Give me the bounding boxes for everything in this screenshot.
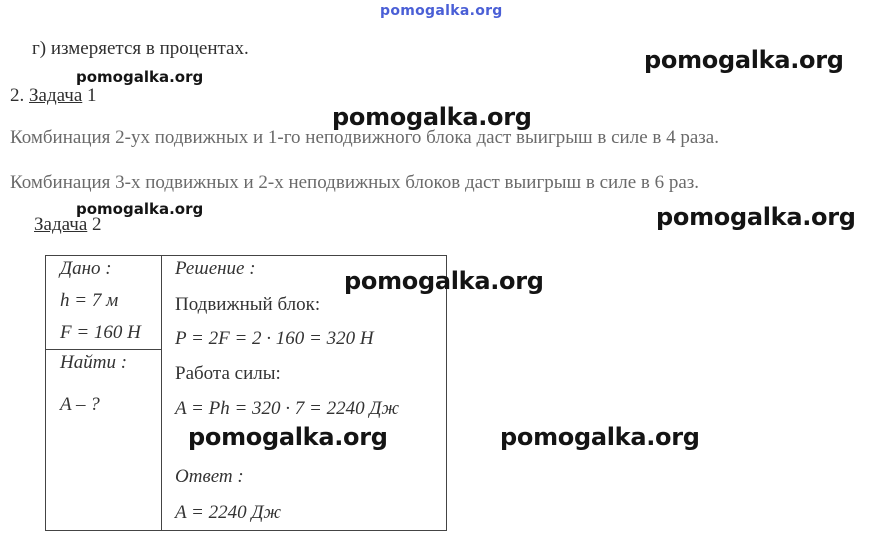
table-divider-vertical <box>161 256 162 530</box>
combo2-line: Комбинация 3-х подвижных и 2-х неподвижных блоков даст выигрыш в силе в 6 раз. <box>10 172 700 193</box>
table-divider-horizontal <box>46 349 161 350</box>
task-number: 2. <box>10 85 25 106</box>
combo1-line: Комбинация 2-ух подвижных и 1-го неподвижного блока даст выигрыш в силе в 4 раза. <box>10 127 719 148</box>
formula-P: P = 2F = 2 · 160 = 320 Н <box>175 328 374 349</box>
find-A: A – ? <box>60 394 100 415</box>
watermark-2[interactable]: pomogalka.org <box>76 68 204 86</box>
task1-num: 1 <box>87 85 97 106</box>
given-F: F = 160 Н <box>60 322 141 343</box>
answer-value: A = 2240 Дж <box>175 502 282 523</box>
task1-word: Задача <box>29 85 83 106</box>
answer-title: Ответ : <box>175 466 244 487</box>
given-h: h = 7 м <box>60 290 119 311</box>
watermark-8[interactable]: pomogalka.org <box>500 423 700 451</box>
task2-word: Задача <box>34 214 88 235</box>
solution-table <box>45 255 447 531</box>
find-title: Найти : <box>60 352 128 373</box>
watermark-4[interactable]: pomogalka.org <box>76 200 204 218</box>
formula-A: A = Ph = 320 · 7 = 2240 Дж <box>175 398 400 419</box>
solution-title: Решение : <box>175 258 256 279</box>
watermark-1[interactable]: pomogalka.org <box>644 46 844 74</box>
watermark-3[interactable]: pomogalka.org <box>332 103 532 131</box>
work-label: Работа силы: <box>175 363 281 384</box>
movable-block-label: Подвижный блок: <box>175 294 321 315</box>
watermark-7[interactable]: pomogalka.org <box>188 423 388 451</box>
given-title: Дано : <box>60 258 112 279</box>
task2-num: 2 <box>92 214 102 235</box>
watermark-5[interactable]: pomogalka.org <box>656 203 856 231</box>
task1-heading <box>10 85 97 107</box>
watermark-6[interactable]: pomogalka.org <box>344 267 544 295</box>
item-g-line: г) измеряется в процентах. <box>32 38 249 59</box>
header-watermark[interactable]: pomogalka.org <box>380 3 503 19</box>
